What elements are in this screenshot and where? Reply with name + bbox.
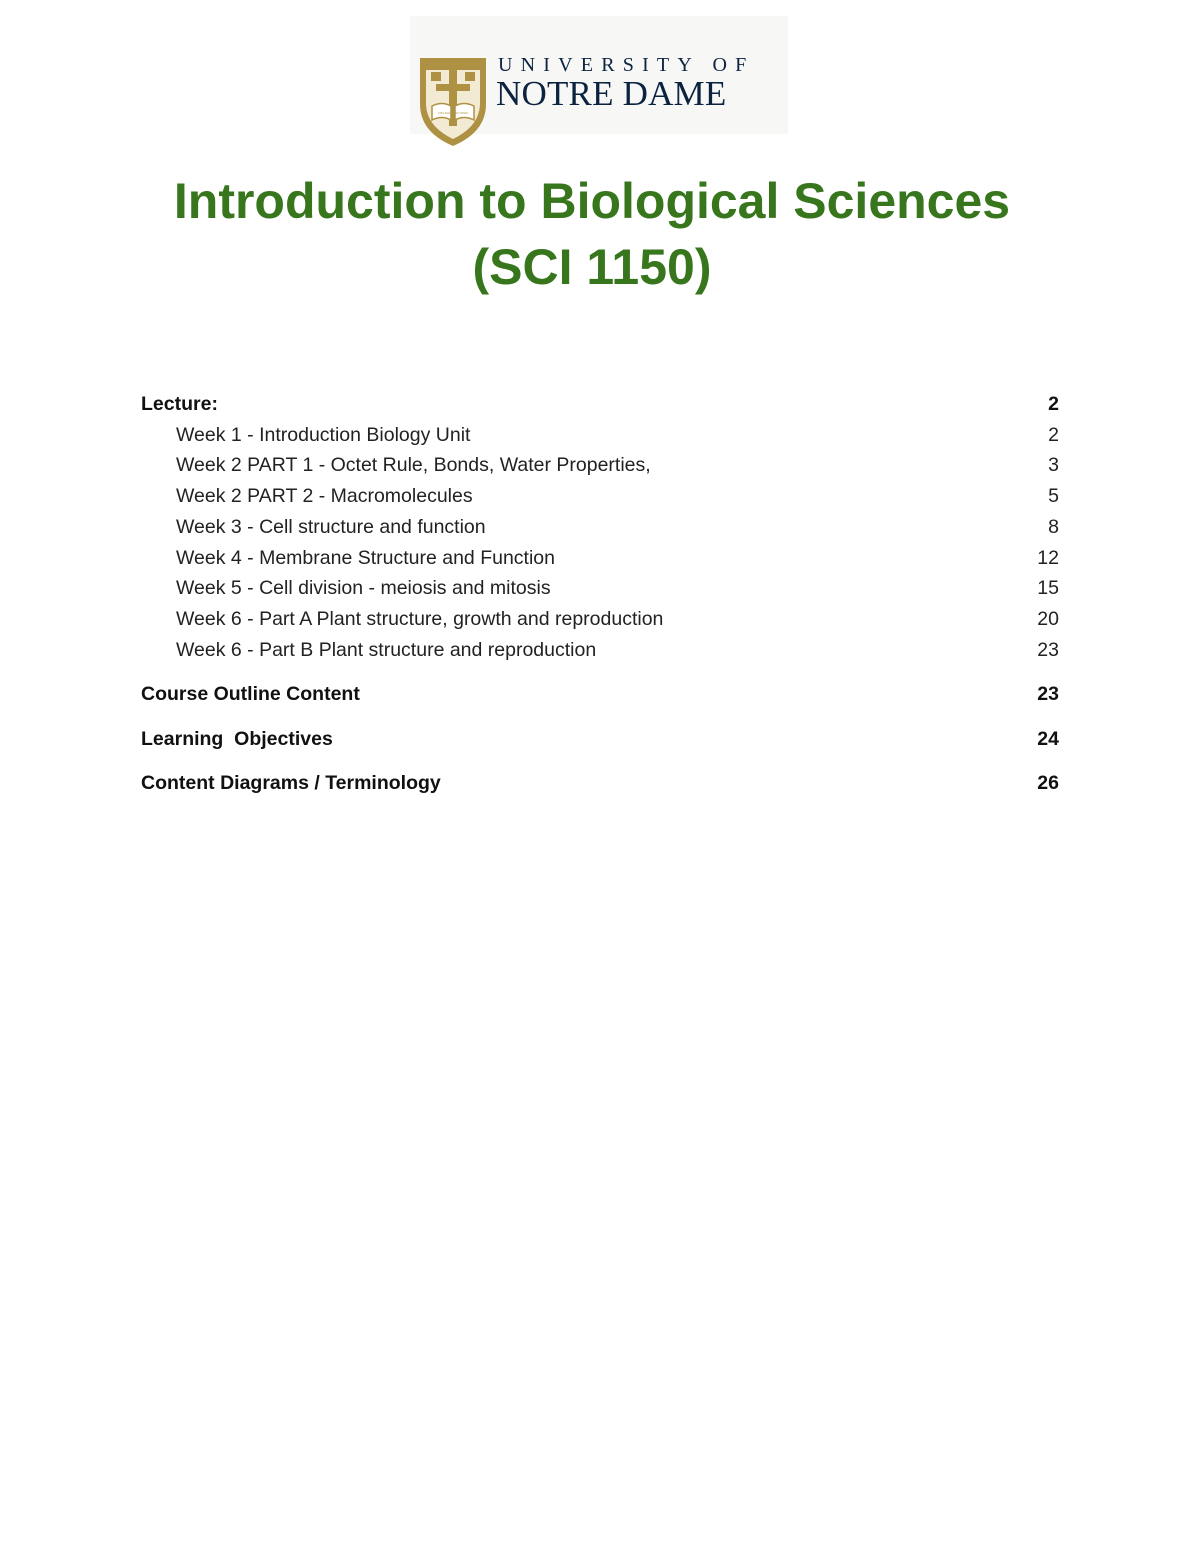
title-line-2: (SCI 1150) [472,239,712,295]
toc-page-number: 24 [1037,728,1059,750]
toc-label: Content Diagrams / Terminology [141,772,441,794]
toc-page-number: 26 [1037,772,1059,794]
toc-entry-week[interactable] [141,513,1059,541]
shield-text: VITA DULCEDO SPES [437,111,469,115]
toc-entry-week[interactable] [141,482,1059,510]
toc-page-number: 3 [1048,454,1059,476]
toc-label: Week 3 - Cell structure and function [176,516,486,538]
toc-page-number: 20 [1037,608,1059,630]
toc-entry-week[interactable] [141,574,1059,602]
logo-notre-dame: NOTRE DAME [496,74,727,113]
university-logo [410,16,788,134]
toc-label: Week 6 - Part A Plant structure, growth and reproduction [176,608,664,630]
toc-entry-week[interactable] [141,451,1059,479]
toc-entry-learning-objectives[interactable] [141,725,1059,753]
title-line-1: Introduction to Biological Sciences [173,173,1011,229]
toc-label: Week 2 PART 1 - Octet Rule, Bonds, Water Properties, [176,454,651,476]
toc-entry-week[interactable] [141,421,1059,449]
toc-page-number: 23 [1037,639,1059,661]
toc-page-number: 8 [1048,516,1059,538]
toc-page-number: 23 [1037,683,1059,705]
toc-page-number: 15 [1037,577,1059,599]
toc-entry-week[interactable] [141,544,1059,572]
toc-label: Lecture: [141,393,218,415]
toc-label: Learning Objectives [141,728,333,750]
toc-label: Week 5 - Cell division - meiosis and mitosis [176,577,551,599]
document-title [0,168,1184,300]
toc-entry-week[interactable] [141,636,1059,664]
toc-entry-content-diagrams[interactable] [141,769,1059,797]
toc-label: Week 6 - Part B Plant structure and reproduction [176,639,597,661]
toc-entry-week[interactable] [141,605,1059,633]
toc-label: Week 1 - Introduction Biology Unit [176,424,471,446]
toc-entry-lecture[interactable] [141,390,1059,418]
logo-university-of: UNIVERSITY OF [498,54,755,76]
shield-crest-icon [418,56,488,148]
toc-page-number: 2 [1048,424,1059,446]
toc-page-number: 12 [1037,547,1059,569]
toc-label: Week 2 PART 2 - Macromolecules [176,485,473,507]
toc-page-number: 2 [1048,393,1059,415]
toc-label: Course Outline Content [141,683,360,705]
toc-page-number: 5 [1048,485,1059,507]
toc-entry-course-outline[interactable] [141,680,1059,708]
toc-label: Week 4 - Membrane Structure and Function [176,547,555,569]
